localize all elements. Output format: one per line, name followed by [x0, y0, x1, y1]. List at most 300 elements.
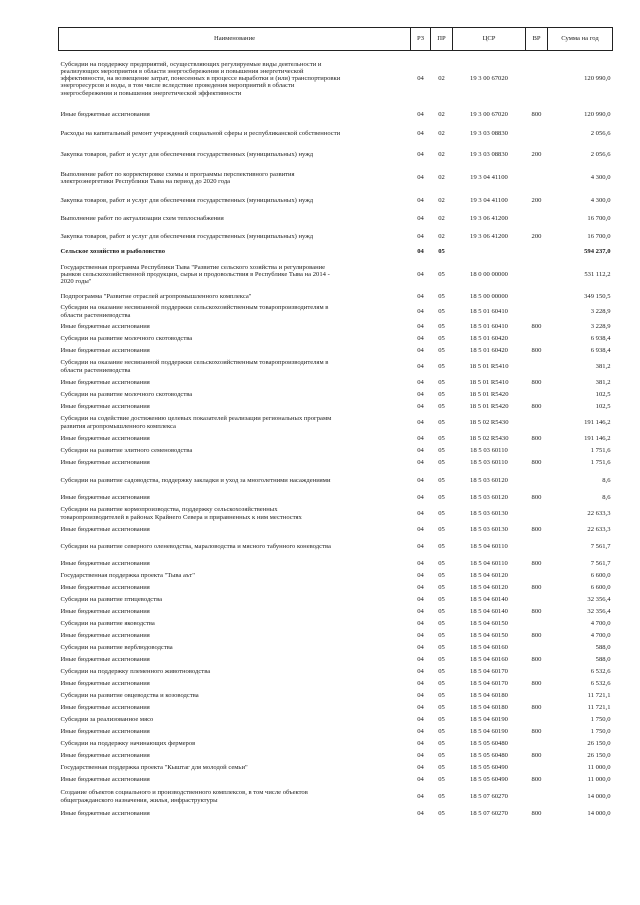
table-row — [59, 401, 613, 413]
row-name-line: Субсидии на развитие молочного скотоводства — [60, 390, 193, 398]
table-row — [59, 445, 613, 457]
table-row — [59, 124, 613, 144]
row-name — [59, 124, 411, 144]
row-name — [59, 457, 411, 470]
row-rz: 04 — [417, 418, 424, 426]
row-rz: 04 — [417, 703, 424, 711]
row-sum: 4 300,0 — [590, 174, 611, 182]
row-rz: 04 — [417, 792, 424, 800]
row-csr: 18 5 01 R5410 — [469, 378, 509, 386]
row-vr — [526, 166, 548, 191]
row-csr: 18 5 05 60480 — [470, 751, 508, 759]
row-sum: 102,5 — [595, 390, 611, 398]
row-sum: 120 990,0 — [584, 75, 611, 83]
row-vr — [526, 504, 548, 524]
row-pr: 02 — [438, 75, 445, 83]
row-csr: 18 5 01 R5410 — [469, 362, 509, 370]
row-name — [59, 678, 411, 690]
row-sum: 6 938,4 — [590, 346, 611, 354]
row-rz: 04 — [417, 763, 424, 771]
row-csr: 18 0 00 00000 — [470, 270, 508, 278]
row-name — [59, 714, 411, 726]
row-name-line: Иные бюджетные ассигнования — [60, 459, 150, 467]
row-name — [59, 524, 411, 536]
row-pr: 05 — [438, 727, 445, 735]
table-row — [59, 666, 613, 678]
table-row — [59, 726, 613, 738]
row-sum: 14 000,0 — [587, 792, 611, 800]
header-rz: РЗ — [411, 28, 431, 51]
row-sum: 102,5 — [595, 402, 611, 410]
row-rz: 04 — [417, 459, 424, 467]
row-rz: 04 — [417, 809, 424, 817]
row-vr: 800 — [531, 402, 542, 410]
row-sum: 8,6 — [602, 493, 611, 501]
header-name: Наименование — [59, 28, 411, 51]
row-name — [59, 389, 411, 401]
row-csr: 18 5 07 60270 — [470, 809, 508, 817]
row-vr: 800 — [531, 631, 542, 639]
row-vr: 800 — [531, 809, 542, 817]
row-rz: 04 — [417, 583, 424, 591]
table-row — [59, 606, 613, 618]
row-csr: 18 5 04 60140 — [470, 595, 508, 603]
row-rz: 04 — [417, 322, 424, 330]
row-pr: 05 — [438, 751, 445, 759]
row-name — [59, 606, 411, 618]
row-pr: 05 — [438, 655, 445, 663]
table-row — [59, 750, 613, 762]
row-vr: 800 — [531, 607, 542, 615]
row-sum: 32 356,4 — [587, 607, 611, 615]
row-csr: 18 5 04 60190 — [470, 727, 508, 735]
row-name-line: Иные бюджетные ассигнования — [60, 559, 150, 567]
row-rz: 04 — [417, 446, 424, 454]
row-vr — [526, 470, 548, 492]
table-row — [59, 504, 613, 524]
row-csr: 18 5 04 60190 — [470, 715, 508, 723]
table-row — [59, 678, 613, 690]
row-sum: 7 561,7 — [590, 559, 611, 567]
row-sum: 8,6 — [602, 476, 611, 484]
row-csr: 19 3 04 41100 — [470, 174, 508, 182]
budget-table — [58, 27, 613, 820]
row-name — [59, 666, 411, 678]
row-sum: 6 532,6 — [590, 679, 611, 687]
row-csr: 18 5 04 60120 — [470, 571, 508, 579]
row-sum: 32 356,4 — [587, 595, 611, 603]
row-rz: 04 — [417, 571, 424, 579]
table-row — [59, 594, 613, 606]
row-csr: 19 3 03 08830 — [470, 129, 508, 137]
row-name-line: Иные бюджетные ассигнования — [60, 378, 150, 386]
row-pr: 05 — [438, 418, 445, 426]
row-rz: 04 — [417, 346, 424, 354]
row-rz: 04 — [417, 751, 424, 759]
header-sum: Сумма на год — [548, 28, 613, 51]
row-sum: 381,2 — [595, 362, 611, 370]
row-name-line: Иные бюджетные ассигнования — [60, 402, 150, 410]
table-row — [59, 303, 613, 321]
row-name — [59, 433, 411, 445]
row-vr: 800 — [531, 322, 542, 330]
row-vr: 800 — [531, 751, 542, 759]
row-rz: 04 — [417, 334, 424, 342]
row-vr — [526, 714, 548, 726]
table-header — [59, 28, 613, 51]
row-name — [59, 808, 411, 820]
row-csr: 18 5 01 R5420 — [469, 402, 509, 410]
row-rz: 04 — [417, 232, 424, 240]
row-rz: 04 — [417, 631, 424, 639]
table-row — [59, 786, 613, 808]
table-row — [59, 345, 613, 357]
row-rz: 04 — [417, 775, 424, 783]
row-name — [59, 228, 411, 246]
row-name-line: Иные бюджетные ассигнования — [60, 679, 150, 687]
row-name-line: области растениеводства — [60, 311, 131, 319]
row-name — [59, 470, 411, 492]
row-name-line: эффективности, на возмещение затрат, понесенных в процессе выработки и (или) транспортировки — [60, 75, 341, 83]
row-csr: 18 5 04 60140 — [470, 607, 508, 615]
table-row — [59, 524, 613, 536]
row-sum: 16 700,0 — [587, 215, 611, 223]
row-rz: 04 — [417, 643, 424, 651]
row-vr — [526, 413, 548, 433]
row-rz: 04 — [417, 542, 424, 550]
row-vr: 800 — [531, 434, 542, 442]
row-csr: 18 5 01 60420 — [470, 346, 508, 354]
row-rz: 04 — [417, 727, 424, 735]
row-rz: 04 — [417, 307, 424, 315]
row-csr: 19 3 00 67020 — [470, 111, 508, 119]
row-sum: 588,0 — [595, 655, 611, 663]
table-row — [59, 228, 613, 246]
row-name-line: реализующих мероприятия в области энергосбережения и повышения энергетической — [60, 67, 304, 75]
row-rz: 04 — [417, 691, 424, 699]
row-name — [59, 333, 411, 345]
row-name-line: энергосбережения и повышения энергетической эффективности — [60, 89, 242, 97]
table-row — [59, 630, 613, 642]
row-name — [59, 504, 411, 524]
row-pr: 05 — [438, 346, 445, 354]
row-sum: 1 751,6 — [590, 459, 611, 467]
row-name-line: Иные бюджетные ассигнования — [60, 583, 150, 591]
row-vr: 800 — [531, 703, 542, 711]
row-pr: 05 — [438, 643, 445, 651]
header-pr: ПР — [431, 28, 453, 51]
row-csr: 18 5 02 R5430 — [469, 434, 509, 442]
row-vr: 800 — [531, 655, 542, 663]
row-name-line: Закупка товаров, работ и услуг для обеспечения государственных (муниципальных) нужд — [60, 232, 314, 240]
row-vr: 800 — [531, 346, 542, 354]
row-name-line: Субсидии на оказание несвязанной поддержки сельскохозяйственным товаропроизводителям в — [60, 359, 329, 367]
row-sum: 191 146,2 — [584, 434, 611, 442]
row-name-line: области растениеводства — [60, 366, 131, 374]
row-pr: 05 — [438, 292, 445, 300]
row-name-line: Выполнение работ по корректировке схемы и программы перспективного развития — [60, 170, 295, 178]
row-pr: 05 — [438, 703, 445, 711]
row-vr: 800 — [531, 583, 542, 591]
row-pr: 02 — [438, 196, 445, 204]
row-rz: 04 — [417, 476, 424, 484]
row-name — [59, 445, 411, 457]
row-name-line: Субсидии на поддержку племенного животноводства — [60, 667, 211, 675]
row-name — [59, 558, 411, 570]
table-row — [59, 690, 613, 702]
row-csr: 18 5 04 60160 — [470, 655, 508, 663]
row-pr: 05 — [438, 691, 445, 699]
row-pr: 05 — [438, 679, 445, 687]
row-pr: 05 — [438, 362, 445, 370]
row-sum: 11 000,0 — [587, 775, 611, 783]
row-pr: 05 — [438, 334, 445, 342]
row-name-line: Субсидии на развитие овцеводства и козоводства — [60, 691, 199, 699]
row-name-line: Субсидии на развитие птицеводства — [60, 595, 163, 603]
row-name — [59, 570, 411, 582]
row-name — [59, 166, 411, 191]
row-rz: 04 — [417, 111, 424, 119]
row-pr: 02 — [438, 129, 445, 137]
row-vr — [526, 618, 548, 630]
table-row — [59, 762, 613, 774]
row-sum: 4 700,0 — [590, 631, 611, 639]
row-vr — [526, 303, 548, 321]
header-csr: ЦСР — [453, 28, 526, 51]
row-name-line: Иные бюджетные ассигнования — [60, 703, 150, 711]
row-csr: 18 5 03 60120 — [470, 493, 508, 501]
table-row — [59, 702, 613, 714]
row-name — [59, 345, 411, 357]
row-pr: 05 — [438, 619, 445, 627]
row-rz: 04 — [417, 607, 424, 615]
row-pr: 05 — [438, 775, 445, 783]
row-sum: 16 700,0 — [587, 232, 611, 240]
row-name — [59, 594, 411, 606]
row-rz: 04 — [417, 150, 424, 158]
row-pr: 05 — [438, 631, 445, 639]
row-vr — [526, 594, 548, 606]
row-sum: 120 990,0 — [584, 111, 611, 119]
table-row — [59, 166, 613, 191]
row-name-line: Выполнение работ по актуализации схем теплоснабжения — [60, 215, 224, 223]
row-name — [59, 492, 411, 504]
table-row — [59, 536, 613, 558]
table-row — [59, 357, 613, 377]
row-rz: 04 — [417, 362, 424, 370]
row-vr — [526, 445, 548, 457]
row-pr: 05 — [438, 525, 445, 533]
row-csr: 18 5 05 60490 — [470, 775, 508, 783]
row-name — [59, 357, 411, 377]
row-csr: 18 5 05 60490 — [470, 763, 508, 771]
row-csr: 18 5 04 60170 — [470, 667, 508, 675]
row-name — [59, 321, 411, 333]
row-name-line: Субсидии на содействие достижению целевых показателей реализации региональных программ — [60, 415, 332, 423]
table-row — [59, 808, 613, 820]
row-name — [59, 259, 411, 291]
row-name-line: 2020 годы" — [60, 278, 92, 286]
table-row — [59, 333, 613, 345]
row-name-line: Государственная программа Республики Тыва "Развитие сельского хозяйства и регулирование — [60, 263, 326, 271]
row-vr — [526, 536, 548, 558]
row-vr — [526, 211, 548, 228]
row-sum: 1 750,0 — [590, 715, 611, 723]
row-name — [59, 536, 411, 558]
row-name — [59, 630, 411, 642]
row-name-line: Субсидии на развитие верблюдоводства — [60, 643, 173, 651]
row-name-line: Субсидии на развитие яководства — [60, 619, 155, 627]
table-row — [59, 259, 613, 291]
table-row — [59, 774, 613, 786]
table-row — [59, 291, 613, 303]
table-row — [59, 492, 613, 504]
row-name-line: Субсидии на оказание несвязанной поддержки сельскохозяйственным товаропроизводителям в — [60, 304, 329, 312]
row-vr: 800 — [531, 378, 542, 386]
row-vr: 200 — [531, 232, 542, 240]
row-name-line: Субсидии на развитие северного оленеводства, мараловодства и мясного табунного коневодства — [60, 542, 331, 550]
row-vr: 800 — [531, 559, 542, 567]
row-rz: 04 — [417, 75, 424, 83]
row-sum: 3 228,9 — [590, 307, 611, 315]
row-pr: 05 — [438, 809, 445, 817]
row-pr: 05 — [438, 509, 445, 517]
row-name-line: Субсидии на поддержку начинающих фермеров — [60, 739, 196, 747]
row-csr: 18 5 02 R5430 — [469, 418, 509, 426]
row-sum: 6 938,4 — [590, 334, 611, 342]
table-row — [59, 321, 613, 333]
row-sum: 1 750,0 — [590, 727, 611, 735]
row-rz: 04 — [417, 493, 424, 501]
row-rz: 04 — [417, 509, 424, 517]
row-pr: 02 — [438, 111, 445, 119]
row-rz: 04 — [417, 390, 424, 398]
row-csr: 18 5 03 60120 — [470, 476, 508, 484]
row-sum: 6 600,0 — [590, 583, 611, 591]
row-vr: 800 — [531, 459, 542, 467]
row-vr: 800 — [531, 679, 542, 687]
row-pr: 05 — [438, 559, 445, 567]
row-pr: 05 — [438, 571, 445, 579]
row-pr: 05 — [438, 763, 445, 771]
row-sum: 594 237,0 — [584, 248, 611, 256]
row-csr: 18 5 01 60410 — [470, 322, 508, 330]
table-row — [59, 211, 613, 228]
row-rz: 04 — [417, 679, 424, 687]
row-pr: 05 — [438, 476, 445, 484]
row-name-line: Субсидии на поддержку предприятий, осуществляющих регулируемые виды деятельности и — [60, 60, 322, 68]
table-row — [59, 246, 613, 259]
row-pr: 05 — [438, 402, 445, 410]
row-sum: 2 056,6 — [590, 150, 611, 158]
row-name — [59, 762, 411, 774]
table-row — [59, 389, 613, 401]
row-pr: 05 — [438, 307, 445, 315]
row-csr: 19 3 06 41200 — [470, 232, 508, 240]
row-name — [59, 51, 411, 107]
table-row — [59, 144, 613, 166]
row-name-line: Создание объектов социального и производственного комплексов, в том числе объектов — [60, 789, 308, 797]
table-row — [59, 107, 613, 124]
row-name — [59, 786, 411, 808]
row-csr: 19 3 03 08830 — [470, 150, 508, 158]
row-csr: 18 5 03 60130 — [470, 525, 508, 533]
row-name-line: Иные бюджетные ассигнования — [60, 322, 150, 330]
row-name-line: Иные бюджетные ассигнования — [60, 346, 150, 354]
table-row — [59, 558, 613, 570]
row-name-line: Закупка товаров, работ и услуг для обеспечения государственных (муниципальных) нужд — [60, 150, 314, 158]
row-pr: 02 — [438, 232, 445, 240]
row-rz: 04 — [417, 595, 424, 603]
row-name-line: Иные бюджетные ассигнования — [60, 775, 150, 783]
row-vr — [526, 124, 548, 144]
row-pr: 05 — [438, 667, 445, 675]
row-sum: 4 300,0 — [590, 196, 611, 204]
row-pr: 05 — [438, 434, 445, 442]
row-vr — [526, 786, 548, 808]
row-vr: 800 — [531, 111, 542, 119]
row-sum: 26 150,0 — [587, 751, 611, 759]
row-csr: 18 5 04 60120 — [470, 583, 508, 591]
header-row — [59, 28, 613, 51]
row-vr: 800 — [531, 727, 542, 735]
row-name-line: общегражданского назначения, жилья, инфраструктуры — [60, 796, 218, 804]
row-vr — [526, 389, 548, 401]
row-rz: 04 — [417, 270, 424, 278]
row-rz: 04 — [417, 619, 424, 627]
row-name-line: Государственная поддержка проекта "Тыва аът" — [60, 571, 195, 579]
table-row — [59, 191, 613, 211]
row-name-line: Сельское хозяйство и рыболовство — [60, 248, 166, 256]
row-csr: 18 5 01 60410 — [470, 307, 508, 315]
row-sum: 11 721,1 — [587, 703, 611, 711]
table-row — [59, 618, 613, 630]
row-pr: 05 — [438, 583, 445, 591]
row-sum: 381,2 — [595, 378, 611, 386]
row-name-line: Субсидии на развитие садоводства, поддержку закладки и уход за многолетними насаждениями — [60, 476, 331, 484]
row-rz: 04 — [417, 402, 424, 410]
table-row — [59, 570, 613, 582]
row-rz: 04 — [417, 739, 424, 747]
row-sum: 11 000,0 — [587, 763, 611, 771]
row-sum: 11 721,1 — [587, 691, 611, 699]
row-csr: 18 5 04 60180 — [470, 691, 508, 699]
row-name-line: рынков сельскохозяйственной продукции, сырья и продовольствия в Республике Тыва на 2014 - — [60, 270, 330, 278]
row-rz: 04 — [417, 715, 424, 723]
row-vr — [526, 51, 548, 107]
row-pr: 05 — [438, 390, 445, 398]
row-name-line: Иные бюджетные ассигнования — [60, 655, 150, 663]
row-name — [59, 738, 411, 750]
row-csr: 18 5 04 60110 — [470, 559, 508, 567]
table-row — [59, 714, 613, 726]
row-vr: 800 — [531, 525, 542, 533]
row-name-line: энергоресурсов и воды, в том числе вследствие проведения мероприятий в области — [60, 82, 295, 90]
row-pr: 05 — [438, 446, 445, 454]
row-rz: 04 — [417, 215, 424, 223]
row-rz: 04 — [417, 434, 424, 442]
row-pr: 05 — [438, 607, 445, 615]
row-pr: 05 — [438, 715, 445, 723]
table-row — [59, 457, 613, 470]
row-sum: 349 150,5 — [584, 292, 611, 300]
row-vr: 800 — [531, 493, 542, 501]
row-name-line: Государственная поддержка проекта "Кыштаг для молодой семьи" — [60, 763, 248, 771]
row-sum: 22 633,3 — [587, 525, 611, 533]
table-body — [59, 51, 613, 820]
row-vr — [526, 642, 548, 654]
row-pr: 05 — [438, 739, 445, 747]
